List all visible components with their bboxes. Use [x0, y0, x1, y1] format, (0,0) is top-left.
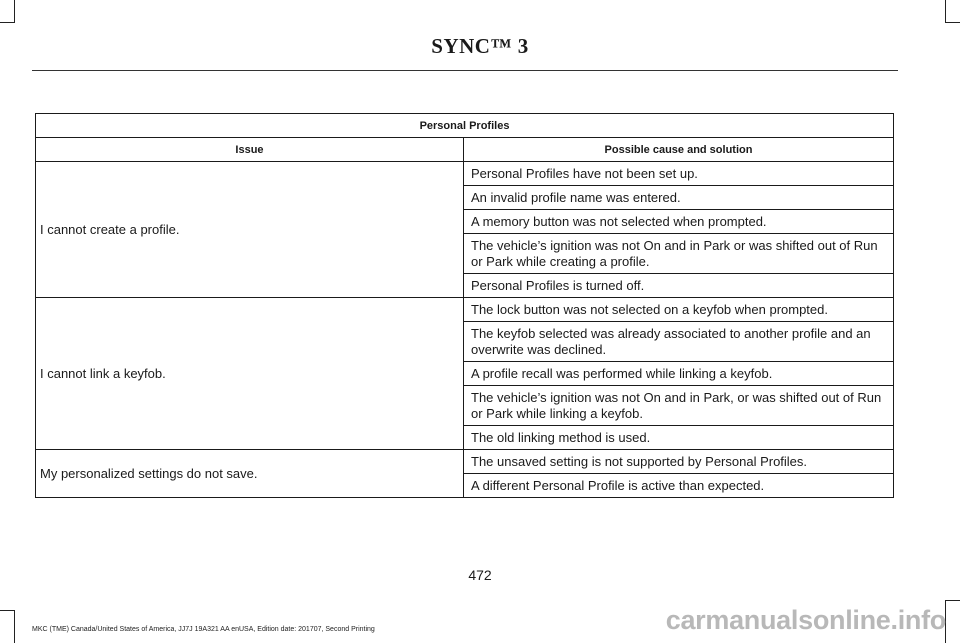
table-row	[36, 450, 894, 474]
page-title: SYNC™ 3	[431, 34, 529, 58]
watermark: carmanualsonline.info	[665, 605, 946, 635]
page-number: 472	[468, 567, 492, 583]
header-divider	[32, 70, 898, 71]
crop-mark	[14, 0, 15, 23]
cause-cell: Personal Profiles is turned off.	[464, 274, 894, 298]
issue-cell: I cannot link a keyfob.	[36, 298, 464, 450]
cause-cell: A profile recall was performed while linking a keyfob.	[464, 362, 894, 386]
issue-cell: I cannot create a profile.	[36, 162, 464, 298]
cause-cell: The lock button was not selected on a keyfob when prompted.	[464, 298, 894, 322]
cause-cell: A different Personal Profile is active than expected.	[464, 474, 894, 498]
edition-footer: MKC (TME) Canada/United States of America, JJ7J 19A321 AA enUSA, Edition date: 201707, Second Printing	[32, 626, 375, 633]
cause-cell: The keyfob selected was already associated to another profile and an overwrite was declined.	[464, 322, 894, 362]
cause-cell: The vehicle’s ignition was not On and in Park or was shifted out of Run or Park while creating a profile.	[464, 234, 894, 274]
cause-cell: A memory button was not selected when prompted.	[464, 210, 894, 234]
crop-mark	[946, 22, 960, 23]
table-row	[36, 298, 894, 322]
column-header-cause: Possible cause and solution	[464, 138, 894, 162]
cause-cell: The old linking method is used.	[464, 426, 894, 450]
cause-cell: The vehicle’s ignition was not On and in Park, or was shifted out of Run or Park while linking a keyfob.	[464, 386, 894, 426]
cause-cell: The unsaved setting is not supported by Personal Profiles.	[464, 450, 894, 474]
issue-cell: My personalized settings do not save.	[36, 450, 464, 498]
table-title: Personal Profiles	[36, 114, 894, 138]
crop-mark	[14, 610, 15, 643]
table-row	[36, 162, 894, 186]
personal-profiles-table	[35, 113, 894, 498]
crop-mark	[945, 0, 946, 23]
crop-mark	[946, 600, 960, 601]
column-header-issue: Issue	[36, 138, 464, 162]
crop-mark	[0, 610, 14, 611]
cause-cell: An invalid profile name was entered.	[464, 186, 894, 210]
cause-cell: Personal Profiles have not been set up.	[464, 162, 894, 186]
crop-mark	[0, 22, 14, 23]
